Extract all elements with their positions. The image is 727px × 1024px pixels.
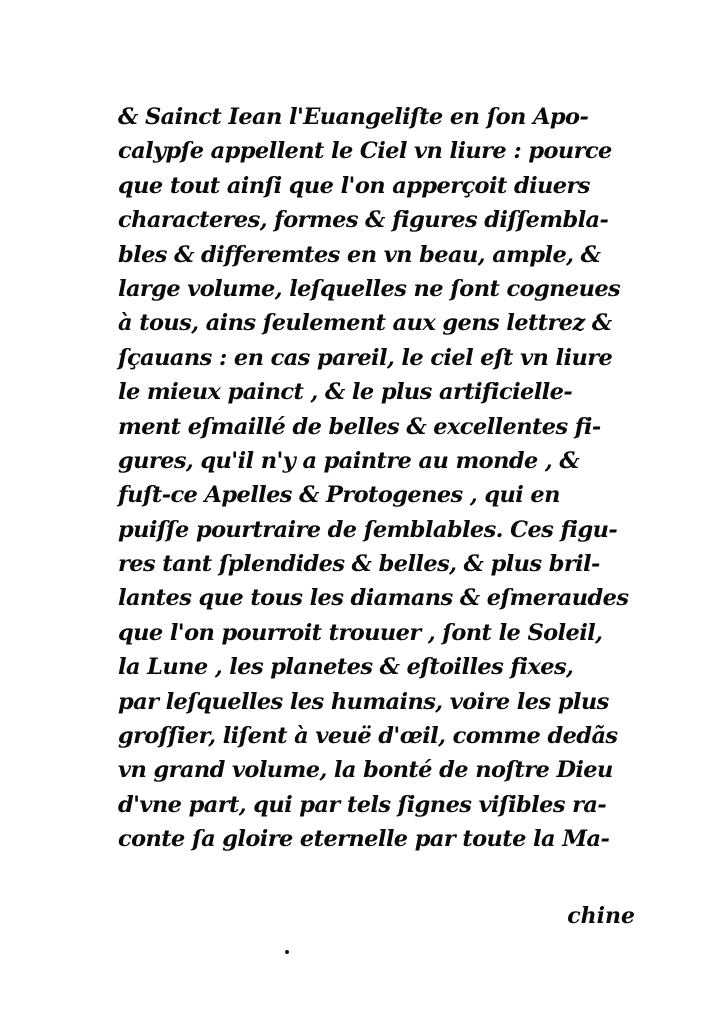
text-line: la Lune , les planetes & eſtoilles fixes, [118,654,574,681]
text-line: que l'on pourroit trouuer , ſont le Soleil, [118,619,603,646]
text-line: calypſe appellent le Ciel vn liure : pource [118,138,612,165]
catchword: chine [567,903,635,929]
text-line: ſçauans : en cas pareil, le ciel eſt vn liure [118,344,613,371]
text-line: fuſt-ce Apelles & Protogenes , qui en [118,482,560,509]
text-line: que tout ainſi que l'on apperçoit diuers [118,172,590,199]
text-line: lantes que tous les diamans & eſmeraudes [118,585,629,612]
text-line: characteres, formes & figures diſſembla- [118,207,609,234]
text-line: vn grand volume, la bonté de noſtre Dieu [118,757,613,784]
text-line: res tant ſplendides & belles, & plus bril- [118,551,600,578]
page-body-text [118,100,638,857]
text-line: & Sainct Iean l'Euangeliſte en ſon Apo- [118,104,589,130]
ink-speck [285,950,289,954]
text-line: par leſquelles les humains, voire les plus [118,688,609,715]
text-line: ment eſmaillé de belles & excellentes fi- [118,413,601,440]
text-line: groſſier, liſent à veuë d'œil, comme dedãs [118,723,618,750]
text-line: puiſſe pourtraire de ſemblables. Ces figu- [118,516,618,543]
text-line: large volume, leſquelles ne ſont cogneues [118,275,621,302]
text-line: conte ſa gloire eternelle par toute la Ma- [118,826,610,853]
text-line: bles & differemtes en vn beau, ample, & [118,241,601,268]
text-line: à tous, ains ſeulement aux gens lettrez & [118,310,612,337]
text-line: gures, qu'il n'y a paintre au monde , & [118,447,580,474]
text-line: le mieux painct , & le plus artificielle- [118,379,573,406]
text-line: d'vne part, qui par tels ſignes viſibles ra- [118,791,607,818]
